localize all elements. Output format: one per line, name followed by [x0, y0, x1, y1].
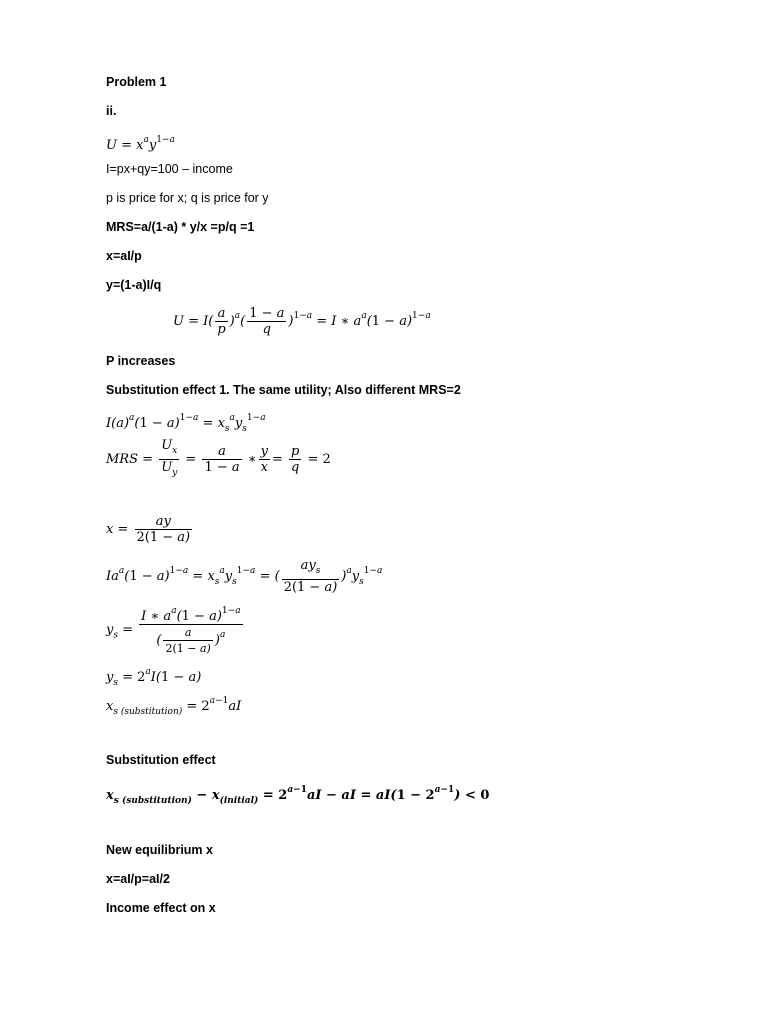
new-equilibrium-heading: New equilibrium x	[106, 843, 213, 857]
part-label: ii.	[106, 104, 117, 118]
new-equilibrium-line: x=aI/p=aI/2	[106, 872, 170, 886]
problem-title: Problem 1	[106, 75, 167, 89]
ys-solution-equation: $y_s = 2^aI(1 - a)$	[106, 667, 202, 688]
mrs-condition-line: MRS=a/(1-a) * y/x =p/q =1	[106, 220, 255, 234]
ys-fraction-equation: $y_s$ = I ∗ $a^a(1 - a)^{1-a}$ ( $\frac{a}{2(1 - a)}$ )$^a$	[106, 606, 241, 655]
utility-function-equation: $U = x^ay^{1-a}$	[106, 135, 175, 153]
substitution-effect-result-equation: $x_{s (substitution)} - x_{(initial)} = 2^{a-1}aI$ − aI = $aI(1 - 2^{a-1}) < 0$	[106, 785, 490, 806]
substitution-effect-1-heading: Substitution effect 1. The same utility; Also different MRS=2	[106, 383, 461, 397]
substitution-effect-heading: Substitution effect	[106, 753, 216, 767]
income-constraint-line: I=px+qy=100 – income	[106, 162, 233, 176]
xs-substitution-equation: $x_{s (substitution)} = 2^{a-1}aI$	[106, 696, 242, 717]
substituted-utility-equation: $Ia^a(1 - a)^{1-a} = x_s^ay_s^{1-a}$ = ( $\frac{ay_s}{2(1 - a)}$ )$^ay_s^{1-a}$	[106, 558, 383, 595]
mrs-equals-two-equation: MRS = $\frac{U_x}{U_y}$ = $\frac{a}{1 - a}$ ∗ $\frac{y}{x}$ = $\frac{p}{q}$ = 2	[106, 438, 331, 478]
x-in-terms-of-y-equation: x = $\frac{ay}{2(1 - a)}$	[106, 514, 191, 545]
price-definition-line: p is price for x; q is price for y	[106, 191, 269, 205]
income-effect-heading: Income effect on x	[106, 901, 216, 915]
x-demand-line: x=aI/p	[106, 249, 142, 263]
indirect-utility-equation: U = I( $\frac{a}{p}$ )$^a$( $\frac{1 - a}{q}$ )$^{1-a}$ = I ∗ $a^a(1 - a)^{1-a}$	[173, 306, 431, 337]
p-increases-heading: P increases	[106, 354, 176, 368]
y-demand-line: y=(1-a)I/q	[106, 278, 162, 292]
same-utility-equation: $I(a)^a(1 - a)^{1-a} = x_s^ay_s^{1-a}$	[106, 413, 266, 434]
